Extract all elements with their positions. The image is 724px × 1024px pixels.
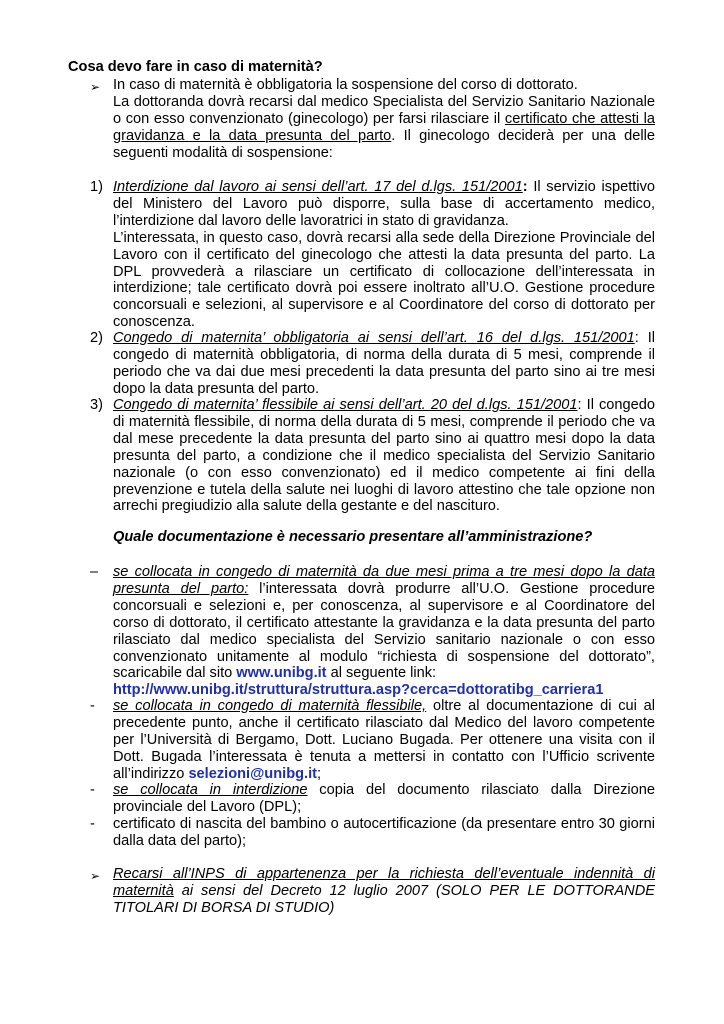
intro-text-a: La dottoranda dovrà recarsi dal medico Specialista del Servizio Sanitario Nazionale o con esso convenzionato (ginecologo) per farsi rilasciare il — [113, 93, 655, 127]
email-link[interactable]: selezioni@unibg.it — [188, 765, 317, 782]
item-heading: Congedo di maternita’ obbligatoria ai sensi dell’art. 16 del d.lgs. 151/2001 — [113, 330, 635, 346]
item-number: 3) — [90, 397, 103, 413]
intro-paragraph — [113, 77, 655, 162]
doc-item-congedo — [113, 564, 655, 699]
dash-bullet: – — [90, 564, 99, 580]
arrow-bullet-icon: ➢ — [90, 80, 101, 94]
item-number: 2) — [90, 330, 103, 346]
arrow-bullet-icon: ➢ — [90, 869, 101, 883]
doc-text: certificato di nascita del bambino o autocertificazione (da presentare entro 30 giorni dalla data del parto); — [113, 816, 655, 849]
site-link[interactable]: www.unibg.it — [236, 665, 327, 682]
item-number: 1) — [90, 179, 103, 195]
intro-certificate-text: certificato che attesti la gravidanza e la data presunta del parto — [113, 110, 655, 144]
doc-item-certificato — [113, 816, 655, 850]
dash-bullet: - — [90, 698, 95, 714]
doc-item-interdizione — [113, 782, 655, 816]
doc-heading: se collocata in congedo di maternità da due mesi prima a tre mesi dopo la data presunta del parto: — [113, 564, 655, 597]
documentation-question: Quale documentazione è necessario presentare all’amministrazione? — [113, 529, 593, 545]
doc-text: copia del documento rilasciato dalla Direzione provinciale del Lavoro (DPL); — [113, 782, 656, 815]
item-text: Il servizio ispettivo del Ministero del Lavoro può disporre, sulla base di accertamento medico, l’interdizione dal lavoro delle lavoratrici in stato di gravidanza. — [113, 179, 655, 229]
intro-body — [113, 94, 655, 162]
doc-text: oltre al documentazione di cui al precedente punto, anche il certificato rilasciato dal Medico del lavoro competente per l’Università di Bergamo, Dott. Luciano Bugada. Per ottenere una visita con il Dott. Bugada l’interessata è tenuta a mettersi in contatto con l’Ufficio scrivente all’indirizzo — [113, 698, 656, 782]
dash-bullet: - — [90, 816, 95, 832]
item-separator: : — [634, 330, 639, 346]
doc-heading: se collocata in interdizione — [113, 782, 308, 798]
inps-paragraph — [113, 866, 655, 917]
item-separator: : — [522, 179, 528, 195]
doc-text-b: ; — [317, 765, 322, 782]
item-text-continued: L’interessata, in questo caso, dovrà recarsi alla sede della Direzione Provinciale del Lavoro con il certificato del ginecologo che attesti la data presunta del parto. La DPL provvederà a rilasciare un certificato di collocazione dell’interessata in interdizione; tale certificato dovrà poi essere inoltrato all’U.O. Gestione procedure concorsuali e selezioni, al supervisore e al Coordinatore del corso di dottorato per conoscenza. — [113, 229, 655, 331]
intro-line: In caso di maternità è obbligatoria la sospensione del corso di dottorato. — [113, 77, 578, 93]
item-heading: Congedo di maternita’ flessibile ai sensi dell’art. 20 del d.lgs. 151/2001 — [113, 397, 578, 413]
dash-bullet: - — [90, 782, 95, 798]
item-congedo-obbligatoria — [113, 330, 655, 398]
inps-text: ai sensi del Decreto 12 luglio 2007 (SOLO PER LE DOTTORANDE TITOLARI DI BORSA DI STUDIO) — [113, 882, 655, 916]
item-text: Il congedo di maternità obbligatoria, di norma della durata di 5 mesi, comprende il periodo che va dai due mesi precedenti la data presunta del parto sino ai tre mesi dopo la data presunta del parto. — [113, 330, 655, 397]
item-text: Il congedo di maternità flessibile, di norma della durata di 5 mesi, comprende il periodo che va dal mese precedente la data presunta del parto sino ai quattro mesi dopo la data presunta del parto, a condizione che il medico specialista del Servizio Sanitario nazionale (o con esso convenzionato) ed il medico competente ai fini della prevenzione e tutela della salute nei luoghi di lavoro attestino che tale opzione non arrechi pregiudizio alla salute della gestante e del nascituro. — [113, 397, 656, 515]
doc-heading: se collocata in congedo di maternità flessibile, — [113, 698, 427, 714]
doc-text-b: al seguente link: — [326, 665, 437, 682]
item-separator: : — [577, 397, 582, 413]
item-heading: Interdizione dal lavoro ai sensi dell’art. 17 del d.lgs. 151/2001 — [113, 179, 523, 195]
item-congedo-flessibile — [113, 397, 655, 515]
inps-heading: Recarsi all’INPS di appartenenza per la richiesta dell’eventuale indennità di maternità — [113, 866, 655, 899]
form-url-link[interactable]: http://www.unibg.it/struttura/struttura.asp?cerca=dottoratibg_carriera1 — [113, 682, 604, 699]
item-interdizione — [113, 179, 655, 331]
intro-text-b: . Il ginecologo deciderà per una delle seguenti modalità di sospensione: — [113, 127, 655, 161]
doc-item-flessibile — [113, 698, 655, 783]
doc-text: l’interessata dovrà produrre all’U.O. Gestione procedure concorsuali e selezioni e, per conoscenza, al supervisore e al Coordinatore del corso di dottorato, il certificato attestante la gravidanza e la data presunta del parto rilasciato dal medico specialista del Servizio sanitario nazionale o con esso convenzionato unitamente al modulo “richiesta di sospensione del dottorato”, scaricabile dal sito — [113, 580, 655, 682]
page-title: Cosa devo fare in caso di maternità? — [68, 59, 323, 75]
